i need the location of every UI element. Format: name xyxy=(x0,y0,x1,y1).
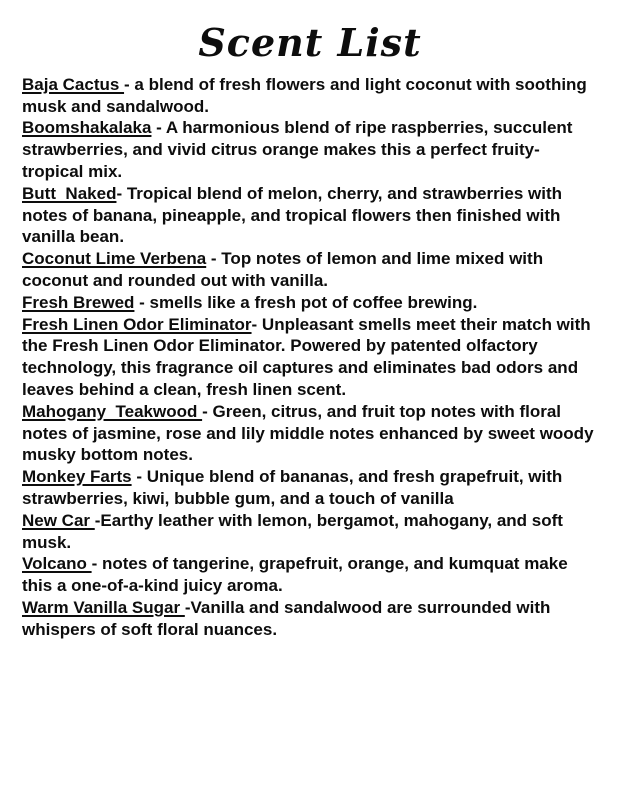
scent-name: Mahogany Teakwood xyxy=(22,401,203,421)
scent-description: - Green, citrus, and fruit top notes with floral notes of jasmine, rose and lily middle notes enhanced by sweet woody musky bottom notes. xyxy=(22,401,599,465)
scent-entry-baja-cactus xyxy=(22,74,600,118)
scent-entry-monkey-farts xyxy=(22,466,600,510)
scent-entry-coconut-lime-verbena xyxy=(22,248,600,292)
scent-description: - notes of tangerine, grapefruit, orange, and kumquat make this a one-of-a-kind juicy aroma. xyxy=(22,554,573,596)
scent-entry-fresh-linen-odor-eliminator xyxy=(22,314,600,401)
scent-name: Butt Naked xyxy=(22,183,117,203)
scent-description: - Unpleasant smells meet their match with the Fresh Linen Odor Eliminator. Powered by patented olfactory technology, this fragrance oil captures and eliminates bad odors and leaves behind a clean, fresh linen scent. xyxy=(22,314,596,399)
scent-list xyxy=(22,74,600,641)
scent-name: Boomshakalaka xyxy=(22,118,152,138)
scent-description: - Tropical blend of melon, cherry, and strawberries with notes of banana, pineapple, and tropical flowers then finished with vanilla bean. xyxy=(22,183,567,247)
scent-entry-volcano xyxy=(22,553,600,597)
page-title: Scent List xyxy=(198,20,422,65)
scent-description: - smells like a fresh pot of coffee brewing. xyxy=(134,292,478,312)
scent-description: -Earthy leather with lemon, bergamot, mahogany, and soft musk. xyxy=(22,510,568,552)
scent-description: -Vanilla and sandalwood are surrounded with whispers of soft floral nuances. xyxy=(22,597,556,639)
scent-name: Coconut Lime Verbena xyxy=(22,249,207,269)
scent-name: Baja Cactus xyxy=(22,74,125,94)
scent-name: Volcano xyxy=(22,554,92,574)
scent-entry-fresh-brewed xyxy=(22,292,600,314)
scent-name: Fresh Brewed xyxy=(22,292,135,312)
scent-entry-warm-vanilla-sugar xyxy=(22,597,600,641)
scent-description: - Top notes of lemon and lime mixed with coconut and rounded out with vanilla. xyxy=(22,249,548,290)
scent-entry-mahogany-teakwood xyxy=(22,401,600,466)
scent-name: Fresh Linen Odor Eliminator xyxy=(22,314,252,334)
scent-name: Warm Vanilla Sugar xyxy=(22,597,185,617)
scent-name: New Car xyxy=(22,510,95,530)
scent-name: Monkey Farts xyxy=(22,467,132,487)
scent-description: - A harmonious blend of ripe raspberries, succulent strawberries, and vivid citrus orange makes this a perfect fruity-tropical mix. xyxy=(22,118,578,181)
scent-description: - a blend of fresh flowers and light coconut with soothing musk and sandalwood. xyxy=(22,74,592,116)
scent-entry-new-car xyxy=(22,510,600,554)
scent-description: - Unique blend of bananas, and fresh grapefruit, with strawberries, kiwi, bubble gum, and a touch of vanilla xyxy=(22,467,568,508)
scent-entry-butt-naked xyxy=(22,183,600,248)
scent-entry-boomshakalaka xyxy=(22,117,600,182)
